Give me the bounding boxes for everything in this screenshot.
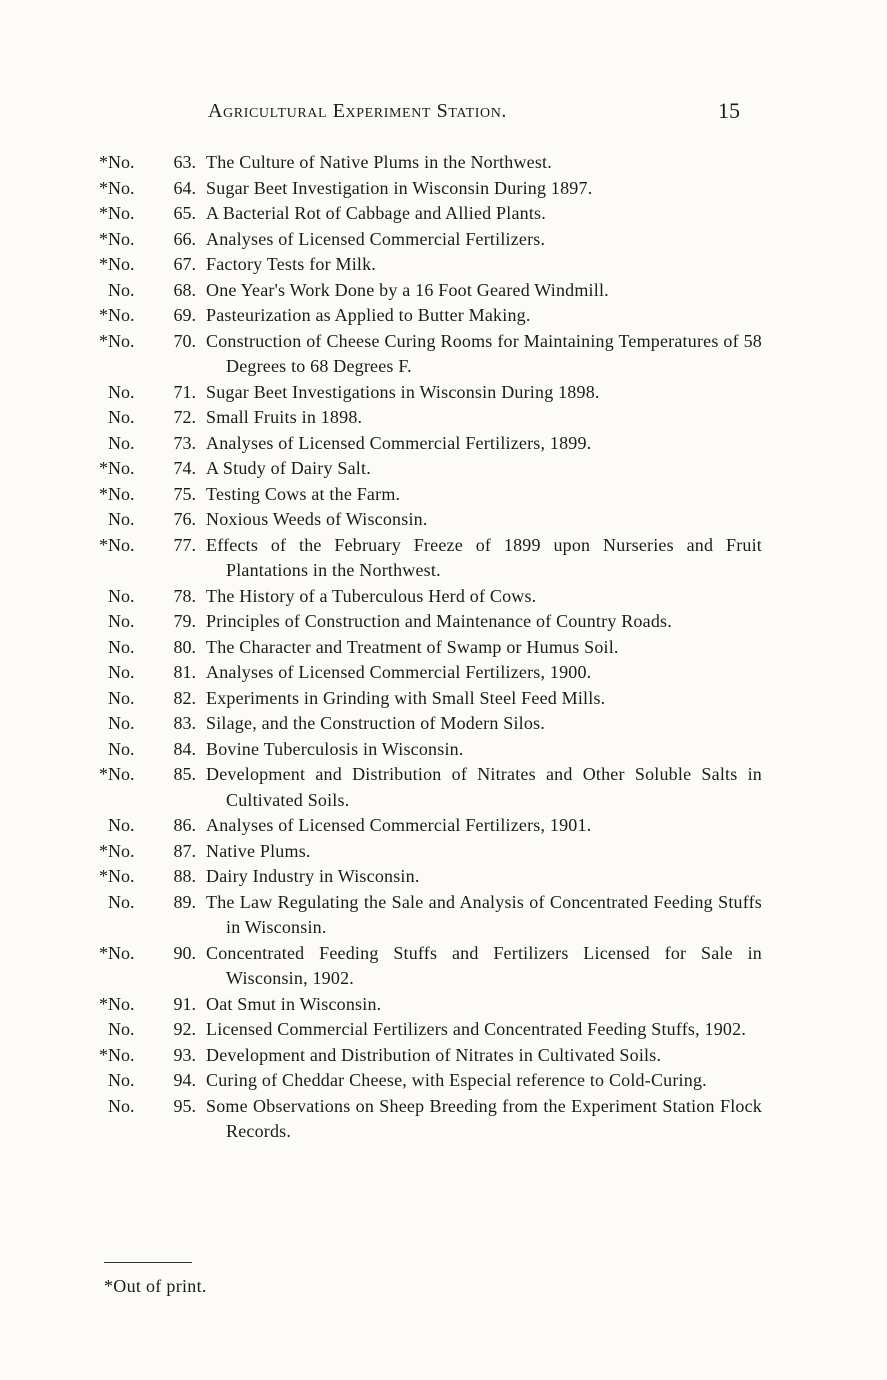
bulletin-entry	[92, 201, 762, 227]
bulletin-number: 68.	[173, 279, 196, 300]
out-of-print-mark	[92, 431, 108, 457]
bulletin-number: 75.	[173, 483, 196, 504]
out-of-print-mark: *	[99, 483, 108, 504]
out-of-print-mark	[92, 380, 108, 406]
out-of-print-mark	[92, 635, 108, 661]
bulletin-label: No.	[108, 152, 135, 172]
bulletin-number: 64.	[173, 177, 196, 198]
bulletin-title: Pasteurization as Applied to Butter Making.	[206, 305, 531, 325]
out-of-print-mark	[92, 660, 108, 686]
bulletin-title: One Year's Work Done by a 16 Foot Geared Windmill.	[206, 279, 609, 300]
bulletin-entry	[92, 584, 762, 610]
out-of-print-mark	[92, 584, 108, 610]
bulletin-number: 89.	[173, 891, 196, 912]
bulletin-label: No.	[108, 279, 135, 300]
bulletin-entry	[92, 686, 762, 712]
bulletin-title: Oat Smut in Wisconsin.	[206, 993, 382, 1014]
bulletin-number: 93.	[173, 1044, 196, 1065]
bulletin-entry	[92, 482, 762, 508]
bulletin-number: 77.	[173, 534, 196, 555]
bulletin-label: No.	[108, 1070, 135, 1090]
bulletin-number: 82.	[173, 687, 196, 708]
bulletin-number: 80.	[173, 636, 196, 657]
out-of-print-mark	[92, 686, 108, 712]
out-of-print-mark: *	[99, 228, 108, 249]
bulletin-label: No.	[108, 815, 135, 835]
bulletin-number: 66.	[173, 228, 196, 249]
bulletin-title: Curing of Cheddar Cheese, with Especial reference to Cold-Curing.	[206, 1070, 707, 1090]
out-of-print-mark: *	[99, 177, 108, 198]
out-of-print-mark	[92, 737, 108, 763]
page-header	[0, 96, 887, 130]
bulletin-entry	[92, 839, 762, 865]
bulletin-title: Factory Tests for Milk.	[206, 254, 376, 274]
bulletin-entry	[92, 227, 762, 253]
bulletin-number: 90.	[173, 942, 196, 963]
bulletin-label: No.	[108, 305, 135, 325]
bulletin-entry	[92, 941, 762, 992]
bulletin-number: 73.	[173, 432, 196, 453]
out-of-print-mark	[92, 405, 108, 431]
bulletin-title: Development and Distribution of Nitrates in Cultivated Soils.	[206, 1044, 662, 1065]
bulletin-number: 95.	[173, 1095, 196, 1116]
out-of-print-mark: *	[99, 330, 108, 351]
bulletin-number: 84.	[173, 738, 196, 759]
bulletin-entry	[92, 431, 762, 457]
bulletin-label: No.	[108, 687, 135, 708]
bulletin-entry	[92, 252, 762, 278]
bulletin-title: Licensed Commercial Fertilizers and Concentrated Feeding Stuffs, 1902.	[206, 1019, 747, 1039]
bulletin-number: 83.	[173, 713, 196, 733]
out-of-print-mark: *	[99, 764, 108, 784]
bulletin-entry	[92, 176, 762, 202]
bulletin-number: 87.	[173, 840, 196, 861]
bulletin-number: 72.	[173, 407, 196, 427]
bulletin-title: The Culture of Native Plums in the Northwest.	[206, 152, 552, 172]
running-title: Agricultural Experiment Station.	[208, 100, 508, 122]
bulletin-title: Analyses of Licensed Commercial Fertilizers, 1901.	[206, 815, 592, 835]
bulletin-title: Small Fruits in 1898.	[206, 407, 363, 427]
bulletin-number: 79.	[173, 611, 196, 631]
bulletin-label: No.	[108, 483, 135, 504]
bulletin-label: No.	[108, 228, 135, 249]
bulletin-entry	[92, 278, 762, 304]
bulletin-title: Analyses of Licensed Commercial Fertilizers, 1899.	[206, 432, 592, 453]
bulletin-title: The Law Regulating the Sale and Analysis of Concentrated Feeding Stuffs in Wisconsin.	[206, 891, 762, 937]
bulletin-number: 81.	[173, 662, 196, 682]
bulletin-number: 71.	[173, 381, 196, 402]
bulletin-label: No.	[108, 407, 135, 427]
bulletin-label: No.	[108, 1095, 135, 1116]
bulletin-label: No.	[108, 713, 135, 733]
bulletin-entry	[92, 762, 762, 813]
bulletin-entry	[92, 635, 762, 661]
out-of-print-mark: *	[99, 993, 108, 1014]
bulletin-title: Bovine Tuberculosis in Wisconsin.	[206, 738, 464, 759]
bulletin-number: 76.	[173, 509, 196, 529]
out-of-print-mark: *	[99, 254, 108, 274]
bulletin-number: 94.	[173, 1070, 196, 1090]
bulletin-title: Concentrated Feeding Stuffs and Fertilizers Licensed for Sale in Wisconsin, 1902.	[206, 942, 762, 988]
out-of-print-mark: *	[99, 458, 108, 478]
bulletin-entry	[92, 1043, 762, 1069]
bulletin-label: No.	[108, 942, 135, 963]
bulletin-label: No.	[108, 636, 135, 657]
bulletin-entry	[92, 1094, 762, 1145]
bulletin-title: The History of a Tuberculous Herd of Cows.	[206, 585, 537, 606]
bulletin-number: 65.	[173, 203, 196, 223]
out-of-print-mark	[92, 1094, 108, 1145]
bulletin-entry	[92, 303, 762, 329]
bulletin-label: No.	[108, 662, 135, 682]
bulletin-entry	[92, 405, 762, 431]
bulletin-entry	[92, 329, 762, 380]
bulletin-label: No.	[108, 203, 135, 223]
bulletin-number: 86.	[173, 815, 196, 835]
bulletin-title: Analyses of Licensed Commercial Fertilizers.	[206, 228, 546, 249]
bulletin-number: 88.	[173, 866, 196, 886]
bulletin-entry	[92, 609, 762, 635]
out-of-print-mark	[92, 507, 108, 533]
bulletin-label: No.	[108, 1019, 135, 1039]
bulletin-label: No.	[108, 840, 135, 861]
out-of-print-mark	[92, 1017, 108, 1043]
bulletin-title: Analyses of Licensed Commercial Fertilizers, 1900.	[206, 662, 592, 682]
bulletin-title: Native Plums.	[206, 840, 311, 861]
out-of-print-mark: *	[99, 152, 108, 172]
bulletin-label: No.	[108, 458, 135, 478]
out-of-print-mark: *	[99, 866, 108, 886]
out-of-print-mark: *	[99, 534, 108, 555]
out-of-print-mark	[92, 711, 108, 737]
bulletin-number: 70.	[173, 330, 196, 351]
bulletin-title: Construction of Cheese Curing Rooms for Maintaining Temperatures of 58 Degrees to 68 Degrees F.	[206, 330, 762, 376]
bulletin-number: 69.	[173, 305, 196, 325]
bulletin-label: No.	[108, 432, 135, 453]
out-of-print-mark: *	[99, 942, 108, 963]
bulletin-title: A Bacterial Rot of Cabbage and Allied Plants.	[206, 203, 546, 223]
out-of-print-mark: *	[99, 203, 108, 223]
bulletin-entry	[92, 150, 762, 176]
bulletin-label: No.	[108, 534, 135, 555]
out-of-print-mark	[92, 1068, 108, 1094]
bulletin-label: No.	[108, 891, 135, 912]
out-of-print-mark	[92, 278, 108, 304]
bulletin-title: The Character and Treatment of Swamp or Humus Soil.	[206, 636, 619, 657]
bulletin-label: No.	[108, 381, 135, 402]
bulletin-title: Dairy Industry in Wisconsin.	[206, 866, 420, 886]
out-of-print-mark: *	[99, 1044, 108, 1065]
bulletin-entry	[92, 1017, 762, 1043]
bulletin-title: Noxious Weeds of Wisconsin.	[206, 509, 428, 529]
bulletin-entry	[92, 737, 762, 763]
bulletin-label: No.	[108, 177, 135, 198]
bulletin-number: 91.	[173, 993, 196, 1014]
bulletin-label: No.	[108, 764, 135, 784]
bulletin-entry	[92, 813, 762, 839]
bulletin-title: Principles of Construction and Maintenance of Country Roads.	[206, 611, 672, 631]
bulletin-entry	[92, 711, 762, 737]
out-of-print-mark: *	[99, 305, 108, 325]
bulletin-entry	[92, 660, 762, 686]
bulletin-label: No.	[108, 585, 135, 606]
bulletin-label: No.	[108, 738, 135, 759]
bulletin-entry	[92, 456, 762, 482]
bulletin-number: 78.	[173, 585, 196, 606]
bulletin-title: Experiments in Grinding with Small Steel Feed Mills.	[206, 687, 606, 708]
bulletin-number: 85.	[173, 764, 196, 784]
bulletin-title: Testing Cows at the Farm.	[206, 483, 401, 504]
bulletin-title: Sugar Beet Investigations in Wisconsin During 1898.	[206, 381, 600, 402]
bulletin-number: 67.	[173, 254, 196, 274]
bulletin-title: A Study of Dairy Salt.	[206, 458, 371, 478]
bulletin-label: No.	[108, 866, 135, 886]
bulletin-title: Sugar Beet Investigation in Wisconsin During 1897.	[206, 177, 593, 198]
bulletin-label: No.	[108, 1044, 135, 1065]
out-of-print-mark	[92, 609, 108, 635]
bulletin-number: 74.	[173, 458, 196, 478]
out-of-print-mark: *	[99, 840, 108, 861]
bulletin-entry	[92, 890, 762, 941]
bulletin-number: 63.	[173, 152, 196, 172]
bulletin-label: No.	[108, 254, 135, 274]
bulletin-entry	[92, 507, 762, 533]
bulletin-title: Some Observations on Sheep Breeding from the Experiment Station Flock Records.	[206, 1095, 762, 1141]
bulletin-entry	[92, 533, 762, 584]
footnote: *Out of print.	[104, 1276, 207, 1296]
bulletin-label: No.	[108, 993, 135, 1014]
bulletin-number: 92.	[173, 1019, 196, 1039]
bulletin-title: Silage, and the Construction of Modern Silos.	[206, 713, 545, 733]
bulletin-entry	[92, 992, 762, 1018]
bulletin-label: No.	[108, 330, 135, 351]
bulletin-entry	[92, 1068, 762, 1094]
bulletin-label: No.	[108, 611, 135, 631]
out-of-print-mark	[92, 813, 108, 839]
footnote-rule	[104, 1262, 192, 1263]
bulletin-label: No.	[108, 509, 135, 529]
out-of-print-mark	[92, 890, 108, 941]
bulletin-title: Development and Distribution of Nitrates and Other Soluble Salts in Cultivated Soils.	[206, 764, 762, 810]
bulletin-list	[92, 150, 762, 1145]
bulletin-entry	[92, 864, 762, 890]
bulletin-title: Effects of the February Freeze of 1899 upon Nurseries and Fruit Plantations in the Northwest.	[206, 534, 762, 580]
page-number: 15	[718, 98, 740, 123]
bulletin-entry	[92, 380, 762, 406]
